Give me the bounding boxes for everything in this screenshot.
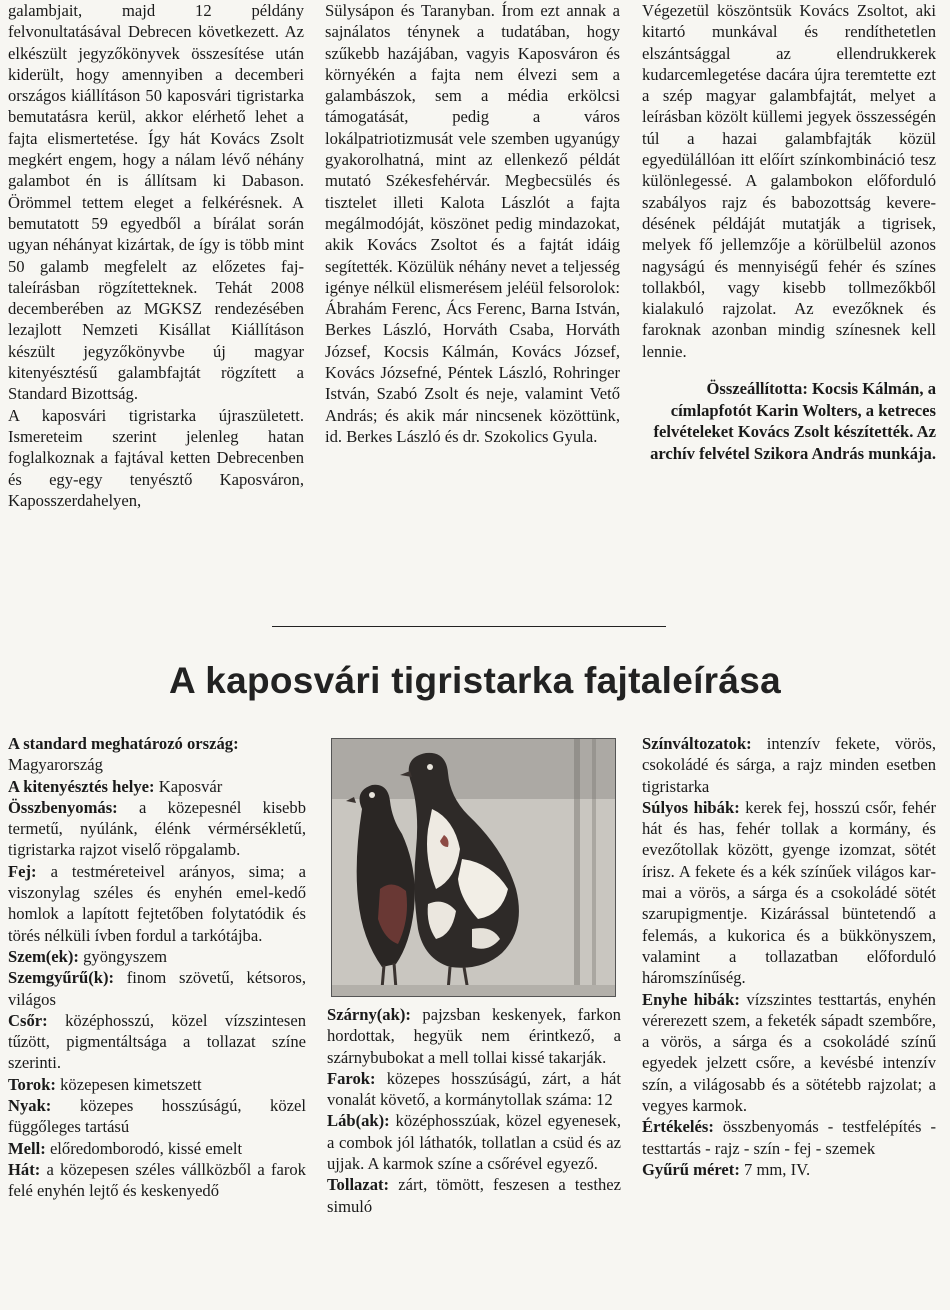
entry-label: Hát: <box>8 1159 41 1179</box>
entry-label: Szárny(ak): <box>327 1005 411 1024</box>
section-divider <box>272 626 666 627</box>
entry-text: közepesen kimetszett <box>60 1074 202 1094</box>
entry-label: Farok: <box>327 1068 376 1088</box>
intro-column-2 <box>325 0 620 447</box>
standard-column-3 <box>642 733 936 1180</box>
standard-entry <box>8 1159 306 1202</box>
standard-entry <box>8 1138 306 1159</box>
intro-column-1 <box>8 0 304 511</box>
entry-label: Szemgyűrű(k): <box>8 968 115 988</box>
standard-entry <box>8 776 306 797</box>
entry-text: Magyarország <box>8 755 103 775</box>
standard-entry <box>327 1110 621 1174</box>
entry-label: Szem(ek): <box>8 946 79 966</box>
standard-entry <box>8 733 306 776</box>
photo-credit: Összeállította: Kocsis Kálmán, a címlapfotót Karin Wolters, a ketreces felvételeket Kovács Zsolt készítették. Az archív felvétel Szikora András munkája. <box>650 379 936 463</box>
entry-label: A standard meghatározó ország: <box>8 734 239 753</box>
intro-paragraph: A kaposvári tigristarka újraszületett. Ismereteim szerint jelenleg hatan foglalkoznak a fajtával ketten Debrecenben és egy-egy tenyésztő Kaposváron, Kaposszerdahelyen, <box>8 405 304 510</box>
entry-text: középhosszú, közel vízszintesen tűzött, pigmentáltsága a tollazat színe szerinti. <box>8 1010 306 1073</box>
standard-entry <box>8 1010 306 1074</box>
entry-label: Fej: <box>8 861 37 881</box>
entry-text: vízszintes testtartás, enyhén vérerezett szem, a feketék sápadt szembőre, a vörös, a sárga és a csokoládé színű egyedek jelzett csőre, a kevésbé intenzív szín, a világosabb és a sötétebb rajzolat; a vegyes karmok. <box>642 989 936 1116</box>
article-title: A kaposvári tigristarka fajtaleírása <box>168 660 781 701</box>
intro-paragraph: galambjait, majd 12 példány felvonultatásával Debrecen következett. Az elkészült jegyzőkönyvek összesítése után kiderült, hogy amennyiben a decemberi országos kiállításon 50 kaposvári tigristarka bemutatásra kerül, akkor elérhető lehet a fajta elismertetése. Így hát Kovács Zsolt megkért engem, hogy a nálam lévő néhány galambot én is állítsam ki Dabason. Örömmel tettem eleget a felkérésnek. A bemutatott 59 egyedből a bírálat során ugyan néhányat kizártak, de így is több mint 50 galamb megfelelt az előzetes fajtaleírásban rögzítetteknek. Tehát 2008 decemberében az MGKSZ rendezésében lezajlott Nemzeti Kisállat Kiállításon készült jegyzőkönyvbe új magyar kitenyésztésű galambfajtát rögzített a Standard Bizottság. <box>8 1 304 404</box>
entry-label: Színváltozatok: <box>642 734 752 753</box>
entry-label: Mell: <box>8 1138 46 1158</box>
pigeon-photo <box>331 738 616 997</box>
entry-text: finom szövetű, kétsoros, világos <box>8 968 306 1009</box>
entry-text: intenzív fekete, vörös, csokoládé és sárga, a rajz minden esetben tigristarka <box>642 734 936 796</box>
entry-label: Tollazat: <box>327 1175 390 1195</box>
entry-text: 7 mm, IV. <box>744 1159 811 1179</box>
entry-text: előredomborodó, kissé emelt <box>49 1138 243 1158</box>
standard-entry <box>327 1174 621 1217</box>
entry-text: Kaposvár <box>158 776 223 796</box>
standard-column-1 <box>8 733 306 1202</box>
entry-label: Összbenyomás: <box>8 797 118 817</box>
standard-entry <box>8 1095 306 1138</box>
standard-entry <box>8 967 306 1010</box>
standard-entry <box>327 1068 621 1111</box>
entry-label: Súlyos hibák: <box>642 797 740 817</box>
entry-text: a testméreteivel arányos, sima; a viszonylag széles és enyhén emel-kedő homlok a lapított fejtetőben folytatódik és törés nélküli ívben fordul a tarkótájba. <box>8 861 307 945</box>
entry-label: Csőr: <box>8 1010 48 1030</box>
standard-entry <box>8 1074 306 1095</box>
entry-text: közepes hosszúságú, közel függőleges tartású <box>8 1096 306 1137</box>
standard-entry <box>642 989 936 1117</box>
standard-entry <box>8 797 306 861</box>
entry-text: középhosszúak, közel egyenesek, a combok jól láthatók, tollatlan a csüd és az ujjak. A karmok színe a csőrével egyező. <box>327 1111 621 1174</box>
entry-text: közepes hosszúságú, zárt, a hát vonalát követő, a kormánytollak száma: 12 <box>327 1068 621 1110</box>
standard-entry <box>642 1116 936 1159</box>
entry-label: Láb(ak): <box>327 1111 390 1131</box>
standard-entry <box>642 733 936 797</box>
entry-label: Nyak: <box>8 1096 52 1116</box>
standard-entry <box>642 1159 936 1180</box>
standard-entry <box>642 797 936 989</box>
entry-label: Torok: <box>8 1074 56 1094</box>
standard-column-2 <box>327 1004 621 1217</box>
entry-text: a közepesen széles vállközből a farok felé enyhén lejtő és keskenyedő <box>8 1159 306 1201</box>
entry-text: összbenyomás - testfelépítés - testtartás - rajz - szín - fej - szemek <box>642 1117 936 1158</box>
intro-column-3 <box>642 0 936 464</box>
entry-text: kerek fej, hosszú csőr, fehér hát és has, fehér tollak a kormány, és evezőtollak között, gyenge izomzat, sötét írisz. A fekete és a kék színűek világos karmai a vörös, a sárga és a csokoládé sötét szarupigmentje. Kizárással büntetendő a felemás, a kukorica és a bükkönyszem, valamint a tollazatban előforduló háromszínűség. <box>642 797 936 988</box>
entry-label: Gyűrű méret: <box>642 1159 740 1179</box>
entry-label: Értékelés: <box>642 1117 714 1137</box>
entry-label: A kitenyésztés helye: <box>8 776 155 796</box>
standard-entry <box>327 1004 621 1068</box>
standard-entry <box>8 861 306 946</box>
intro-paragraph: Végezetül köszöntsük Kovács Zsoltot, aki kitartó munkával és rendíthetetlen elszántsággal az ellendrukkerek kudarcemlegetése dacára újra teremtette ezt a szép magyar galambfajtát, melyet a leírásban közölt küllemi jegyek összességén túl a hazai galambfajták közül egyedülállóan itt előírt színkombináció tesz különlegessé. A galambokon előforduló szabályos rajz és babozottság keveredésének példáját mutatják a tigrisek, melyek fő jellemzője a körülbelül azonos nagyságú és mennyiségű fehér és színes tollakból, vagy kisebb tollmezőkből kialakuló rajzolat. Az evezőknek és faroknak azonban mindig színesnek kell lennie. <box>642 1 936 361</box>
entry-text: pajzsban keskenyek, farkon hordottak, hegyük nem érintkező, a szárnybubokat a mell tollai kissé takarják. <box>327 1005 621 1067</box>
entry-text: zárt, tömött, feszesen a testhez simuló <box>327 1175 621 1216</box>
standard-entry <box>8 946 306 967</box>
intro-paragraph: Sülysápon és Taranyban. Írom ezt annak a sajnálatos ténynek a tudatában, hogy szűkebb hazájában, vagyis Kaposváron és környékén a fajta nem élvezi sem a galambászok, sem a média erkölcsi támogatását, pedig a város lokálpatriotizmusát vele szemben ugyanúgy gyakorolhatná, mint az ellenkező példát mutató Székesfehérvár. Megbecsülés és tisztelet illeti Kalota Lászlót a fajta megálmodóját, köszönet pedig mindazokat, akik Kovács Zsoltot és a fajtát idáig segítették. Közülük néhány nevet a teljesség igénye nélkül elismerésem jeléül felsorolok: Ábrahám Ferenc, Ács Ferenc, Barna István, Berkes László, Horváth Csaba, Horváth József, Kocsis Kálmán, Kovács József, Kovács Józsefné, Péntek László, Rohringer István, Szabó Zsolt és neje, valamint Vető András; és akik már nincsenek közöttünk, id. Berkes László és dr. Szokolics Gyula. <box>325 1 620 446</box>
entry-text: a közepesnél kisebb termetű, nyúlánk, élénk vérmérsékletű, tigristarka rajzot viselő röpgalamb. <box>8 797 306 860</box>
entry-text: gyöngyszem <box>83 946 167 966</box>
entry-label: Enyhe hibák: <box>642 989 740 1009</box>
